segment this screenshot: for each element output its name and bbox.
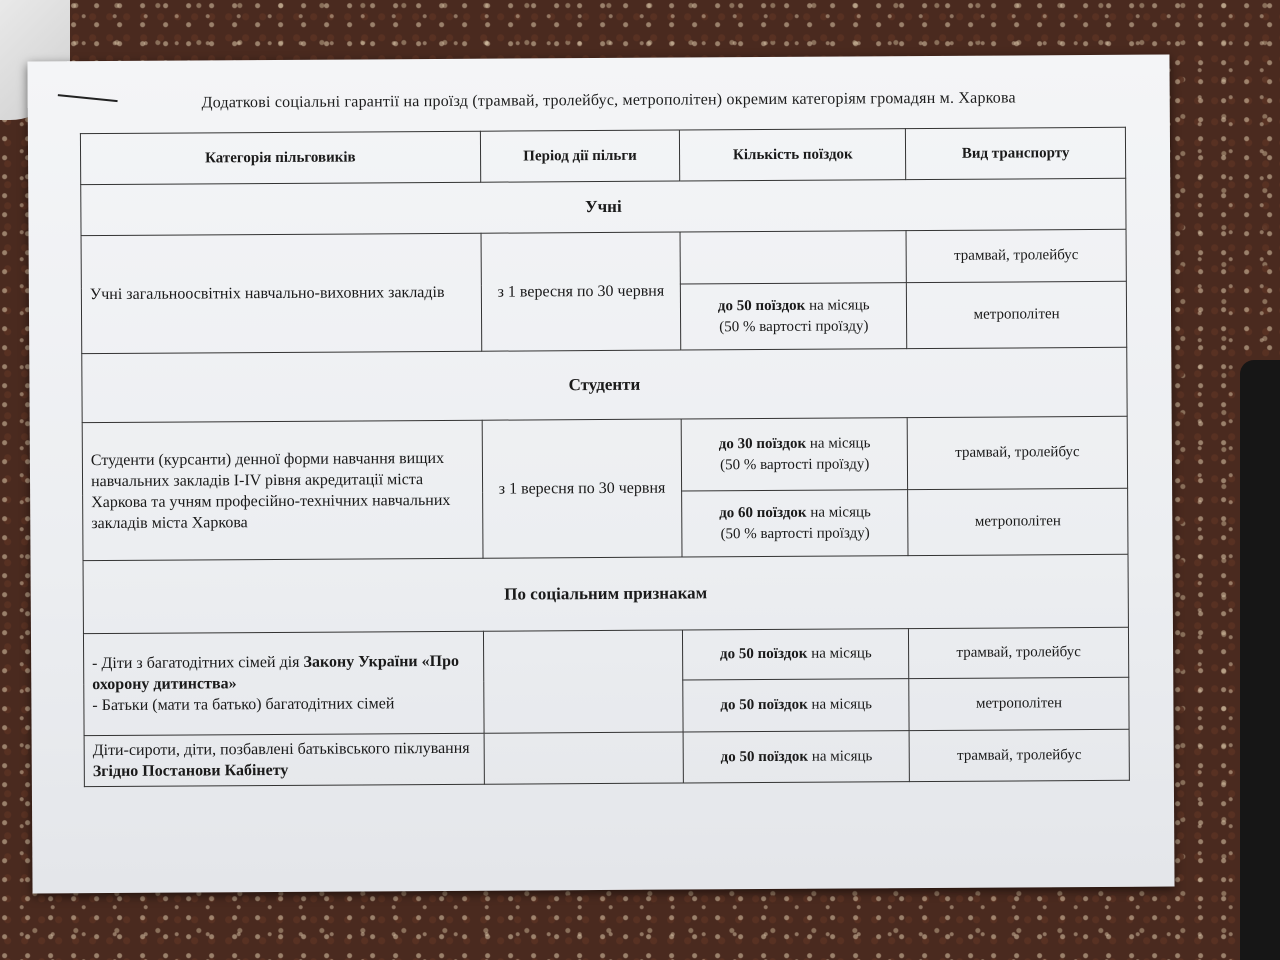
benefits-table: [80, 127, 1130, 787]
students-transport-2: метрополітен: [908, 488, 1128, 555]
count-bold: до 60 поїздок: [719, 504, 807, 521]
large-family-transport-2: метрополітен: [909, 677, 1129, 730]
students-count-2: [682, 490, 908, 557]
pupils-count-2: [681, 283, 907, 350]
table-header-row: [80, 127, 1125, 184]
header-period: Період дії пільги: [480, 130, 680, 182]
large-family-count-2: [683, 679, 909, 732]
category-bold: Закону України «Про охорону дитинства»: [92, 652, 460, 694]
orphans-period: [484, 732, 684, 784]
large-family-category: [83, 631, 483, 735]
count-note: (50 % вартості проїзду): [720, 455, 870, 473]
table-row: [82, 416, 1127, 494]
table-row: [83, 627, 1128, 683]
pupils-transport-2: метрополітен: [906, 281, 1126, 348]
pupils-category: Учні загальноосвітніх навчально-виховних закладів: [81, 233, 481, 353]
count-rest: на місяць: [806, 503, 871, 521]
large-family-transport-1: трамвай, тролейбус: [909, 627, 1129, 678]
table-row: [81, 229, 1126, 287]
count-bold: до 50 поїздок: [720, 696, 808, 714]
category-bold: Згідно Постанови Кабінету: [92, 761, 289, 781]
count-bold: до 50 поїздок: [719, 645, 808, 663]
table-row: [84, 729, 1129, 786]
orphans-category: [84, 733, 484, 786]
pupils-period: з 1 вересня по 30 червня: [481, 232, 682, 351]
count-bold: до 30 поїздок: [718, 435, 807, 452]
count-rest: на місяць: [805, 296, 870, 314]
pupils-count-1: [680, 231, 906, 284]
section-social: По соціальним признакам: [83, 554, 1128, 633]
section-row: [83, 554, 1128, 633]
pupils-transport-1: трамвай, тролейбус: [906, 229, 1126, 282]
section-row: [82, 347, 1127, 422]
document-title: Додаткові соціальні гарантії на проїзд (трамвай, тролейбус, метрополітен) окремим категоріям громадян м. Харкова: [201, 89, 1016, 112]
section-pupils: Учні: [81, 178, 1126, 235]
students-count-1: [682, 418, 908, 491]
category-text: Діти-сироти, діти, позбавлені батьківського піклування: [92, 739, 470, 760]
students-category: Студенти (курсанти) денної форми навчання вищих навчальних закладів І-ІV рівня акредитації міста Харкова та учням професійно-технічних навчальних закладів міста Харкова: [82, 420, 482, 560]
section-students: Студенти: [82, 347, 1127, 422]
header-count: Кількість поїздок: [680, 129, 906, 181]
students-transport-1: трамвай, тролейбус: [907, 416, 1127, 489]
large-family-count-1: [683, 629, 909, 680]
students-period: з 1 вересня по 30 червня: [482, 419, 683, 558]
large-family-period: [483, 630, 683, 733]
dark-object: [1240, 360, 1280, 960]
orphans-count: [683, 731, 909, 783]
count-note: (50 % вартості проїзду): [719, 317, 869, 335]
header-transport: Вид транспорту: [906, 127, 1126, 179]
category-text: - Діти з багатодітних сімей дія: [92, 653, 304, 673]
count-note: (50 % вартості проїзду): [720, 524, 870, 542]
count-bold: до 50 поїздок: [717, 297, 806, 314]
count-rest: на місяць: [807, 696, 873, 713]
count-rest: на місяць: [806, 434, 871, 452]
orphans-transport: трамвай, тролейбус: [909, 729, 1129, 781]
count-rest: на місяць: [807, 645, 872, 662]
count-bold: до 50 поїздок: [720, 748, 809, 765]
section-row: [81, 178, 1126, 235]
document-page: [27, 55, 1174, 894]
count-rest: на місяць: [807, 747, 873, 765]
header-category: Категорія пільговиків: [80, 131, 480, 184]
category-text-2: - Батьки (мати та батько) багатодітних сімей: [92, 695, 395, 715]
